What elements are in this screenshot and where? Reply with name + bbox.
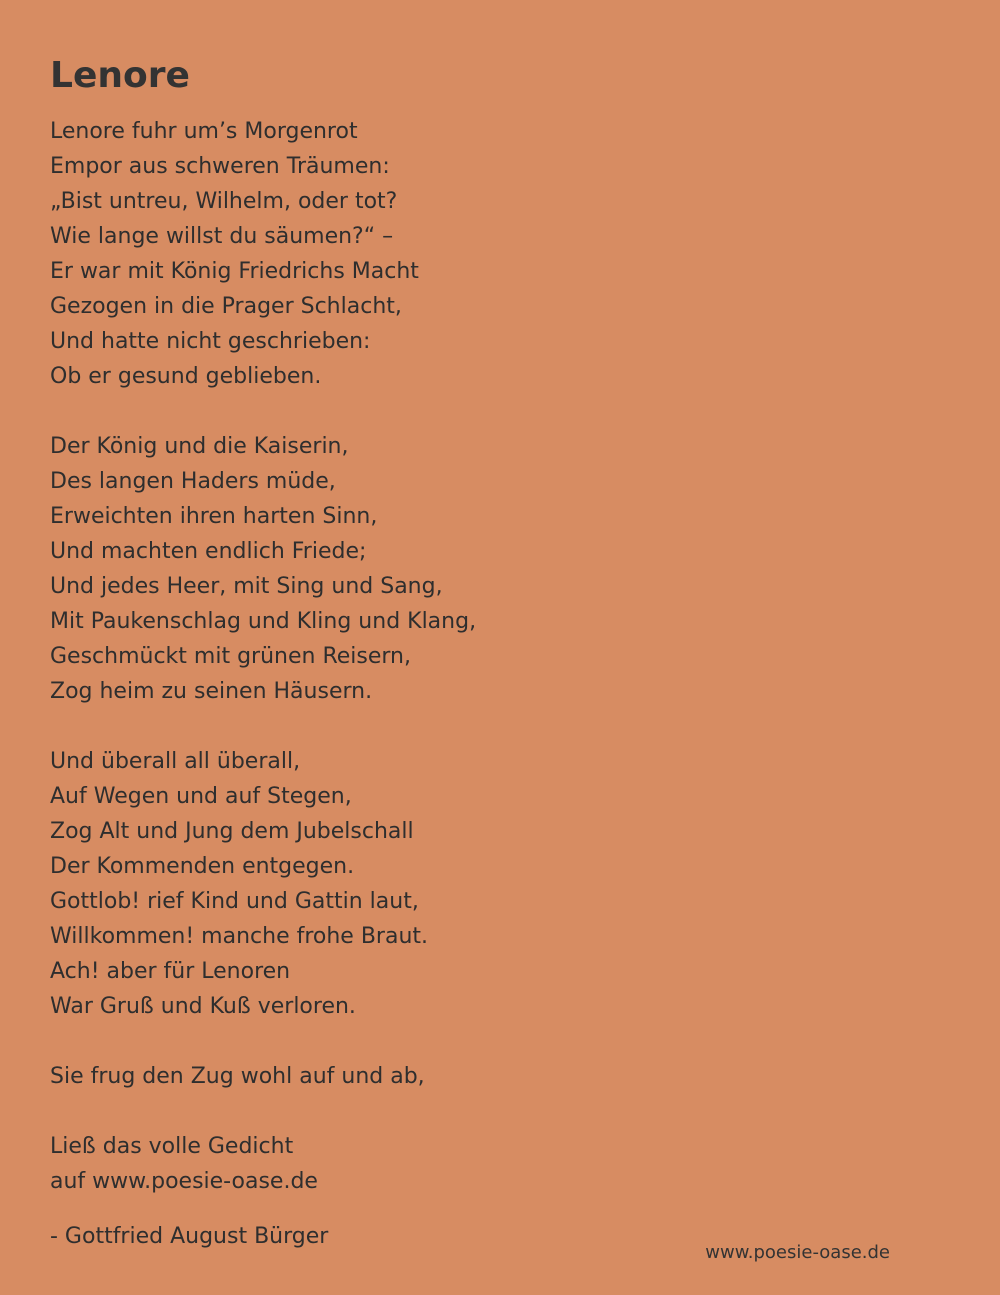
cta-line: auf www.poesie-oase.de (50, 1169, 318, 1194)
poem-line: Lenore fuhr um’s Morgenrot (50, 119, 358, 144)
poem-line: Zog heim zu seinen Häusern. (50, 679, 373, 704)
poem-line: Sie frug den Zug wohl auf und ab, (50, 1064, 425, 1089)
poem-line: Geschmückt mit grünen Reisern, (50, 644, 411, 669)
poem-line: Der König und die Kaiserin, (50, 434, 349, 459)
poem-line: Mit Paukenschlag und Kling und Klang, (50, 609, 477, 634)
poem-line: Er war mit König Friedrichs Macht (50, 259, 419, 284)
poem-author: - Gottfried August Bürger (50, 1224, 329, 1249)
stanza-1 (50, 114, 950, 394)
poem-line: Auf Wegen und auf Stegen, (50, 784, 352, 809)
poem-line: Wie lange willst du säumen?“ – (50, 224, 394, 249)
poem-line: Und machten endlich Friede; (50, 539, 367, 564)
poem-line: Willkommen! manche frohe Braut. (50, 924, 429, 949)
stanza-2 (50, 429, 950, 709)
poem-line: Erweichten ihren harten Sinn, (50, 504, 378, 529)
stanza-4 (50, 1059, 950, 1094)
poem-page (50, 52, 950, 1254)
poem-line: „Bist untreu, Wilhelm, oder tot? (50, 189, 398, 214)
poem-line: Des langen Haders müde, (50, 469, 336, 494)
poem-line: Und jedes Heer, mit Sing und Sang, (50, 574, 443, 599)
poem-title: Lenore (50, 55, 190, 96)
stanza-3 (50, 744, 950, 1024)
poem-line: Empor aus schweren Träumen: (50, 154, 390, 179)
poem-line: Und überall all überall, (50, 749, 301, 774)
poem-line: Zog Alt und Jung dem Jubelschall (50, 819, 414, 844)
poem-line: Gezogen in die Prager Schlacht, (50, 294, 402, 319)
poem-line: Der Kommenden entgegen. (50, 854, 355, 879)
poem-line: Ach! aber für Lenoren (50, 959, 291, 984)
read-full-poem-note (50, 1129, 950, 1199)
poem-line: Gottlob! rief Kind und Gattin laut, (50, 889, 419, 914)
cta-line: Ließ das volle Gedicht (50, 1134, 294, 1159)
poem-line: Ob er gesund geblieben. (50, 364, 322, 389)
poem-line: Und hatte nicht geschrieben: (50, 329, 371, 354)
poem-line: War Gruß und Kuß verloren. (50, 994, 356, 1019)
footer-url: www.poesie-oase.de (705, 1242, 890, 1263)
